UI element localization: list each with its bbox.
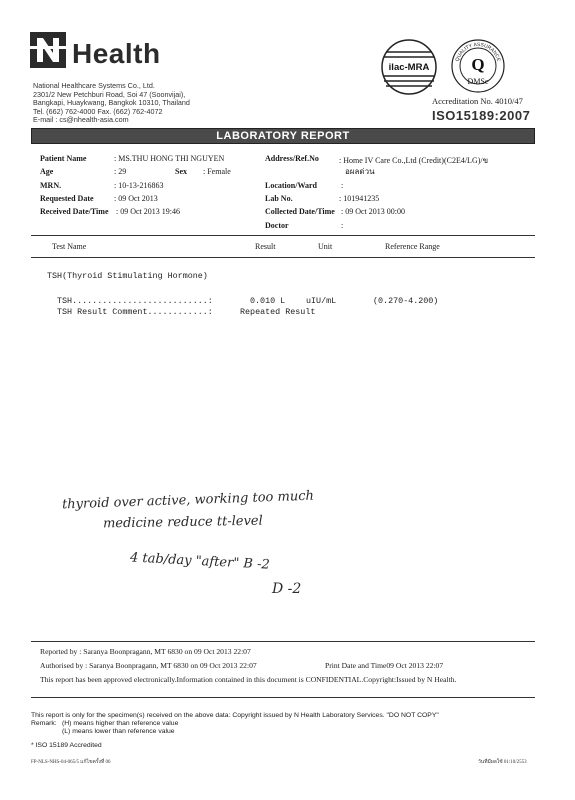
iso-accredited-note: * ISO 15189 Accredited xyxy=(31,742,102,749)
specimen-note: This report is only for the specimen(s) received on the above data: Copyright issued by N Health Laboratory Services. "DO NOT COPY" xyxy=(31,712,439,719)
result-comment-value: Repeated Result xyxy=(240,307,316,317)
remark-high: (H) means higher than reference value xyxy=(62,720,179,727)
dmsc-quality-seal-icon xyxy=(450,38,506,94)
age-value: : 29 xyxy=(114,167,127,176)
accreditation-number: Accreditation No. 4010/47 xyxy=(432,96,523,106)
patient-name-label: Patient Name xyxy=(40,154,87,163)
handwritten-note-line: medicine reduce tt-level xyxy=(102,513,263,532)
address-ref-label: Address/Ref.No xyxy=(265,154,319,163)
form-effective-date: วันที่มีผลใช้ 01/10/2553 xyxy=(478,760,527,765)
handwritten-note-line: 4 tab/day "after" B -2 xyxy=(129,550,271,573)
iso-standard: ISO15189:2007 xyxy=(432,108,531,123)
ilac-text: ilac-MRA xyxy=(388,62,430,73)
sex-value: : Female xyxy=(203,167,231,176)
divider xyxy=(31,697,535,698)
svg-text:Q: Q xyxy=(471,55,485,74)
logo-text: Health xyxy=(72,38,161,69)
received-datetime-value: : 09 Oct 2013 19:46 xyxy=(116,207,180,216)
company-line: E-mail : cs@nhealth-asia.com xyxy=(33,115,129,125)
divider xyxy=(31,235,535,236)
doctor-label: Doctor xyxy=(265,221,289,230)
collected-datetime-label: Collected Date/Time xyxy=(265,207,335,216)
company-line: 2301/2 New Petchburi Road, Soi 47 (Soonvijai), xyxy=(33,89,186,99)
age-label: Age xyxy=(40,167,54,176)
patient-name-value: : MS.THU HONG THI NGUYEN xyxy=(114,154,225,163)
company-address xyxy=(33,82,190,125)
received-datetime-label: Received Date/Time xyxy=(40,207,109,216)
report-title-banner xyxy=(31,128,535,144)
collected-datetime-value: : 09 Oct 2013 00:00 xyxy=(341,207,405,216)
result-comment-name: TSH Result Comment............: xyxy=(57,307,213,317)
result-row-range: (0.270-4.200) xyxy=(373,296,439,306)
lab-no-label: Lab No. xyxy=(265,194,293,203)
handwritten-note-line: thyroid over active, working too much xyxy=(61,488,315,513)
handwritten-note-line: D -2 xyxy=(272,581,302,597)
sex-label: Sex xyxy=(175,167,187,176)
requested-date-value: : 09 Oct 2013 xyxy=(114,194,158,203)
result-row-unit: uIU/mL xyxy=(306,296,337,306)
print-datetime: Print Date and Time09 Oct 2013 22:07 xyxy=(325,661,444,670)
column-reference: Reference Range xyxy=(385,242,440,251)
lab-no-value: : 101941235 xyxy=(339,194,380,203)
company-line: National Healthcare Systems Co., Ltd. xyxy=(33,81,155,90)
address-ref-value: : Home IV Care Co.,Ltd (Credit)(C2E4/LG)/ข xyxy=(339,156,489,165)
result-row-name: TSH...........................: xyxy=(57,296,213,306)
address-ref-value-2: อผลด่วน xyxy=(345,167,375,176)
location-ward-value: : xyxy=(341,181,344,190)
mrn-label: MRN. xyxy=(40,181,62,190)
column-result: Result xyxy=(255,242,276,251)
reported-by: Reported by : Saranya Boonpragann, MT 6830 on 09 Oct 2013 22:07 xyxy=(40,647,251,656)
divider xyxy=(31,641,535,642)
dms-ring-text: QUALITY ASSURANCE xyxy=(454,41,502,63)
remark-low: (L) means lower than reference value xyxy=(62,728,175,735)
doctor-value: : xyxy=(341,221,344,230)
form-code: FP-NLS-NHS-04-065/5 แก้ไขครั้งที่ 06 xyxy=(31,760,111,765)
divider xyxy=(31,257,535,258)
report-title: LABORATORY REPORT xyxy=(216,130,350,142)
dms-text: DMSc xyxy=(467,77,489,86)
remark-label: Remark: xyxy=(31,720,57,727)
ilac-mra-seal-icon xyxy=(380,38,438,96)
requested-date-label: Requested Date xyxy=(40,194,94,203)
column-test-name: Test Name xyxy=(52,242,87,251)
column-unit: Unit xyxy=(318,242,333,251)
approval-statement: This report has been approved electronically.Information contained in this document is CONFIDENTIAL.Copyright:Issued by N Health. xyxy=(40,675,457,684)
test-section-title: TSH(Thyroid Stimulating Hormone) xyxy=(47,271,208,281)
mrn-value: : 10-13-216863 xyxy=(114,181,164,190)
result-row-value: 0.010 L xyxy=(250,296,286,306)
company-line: Tel. (662) 762-4000 Fax. (662) 762-4072 xyxy=(33,106,163,116)
location-ward-label: Location/Ward xyxy=(265,181,318,190)
company-line: Bangkapi, Huaykwang, Bangkok 10310, Thailand xyxy=(33,98,190,108)
authorised-by: Authorised by : Saranya Boonpragann, MT 6830 on 09 Oct 2013 22:07 xyxy=(40,661,257,670)
n-health-logo-icon xyxy=(30,32,66,68)
